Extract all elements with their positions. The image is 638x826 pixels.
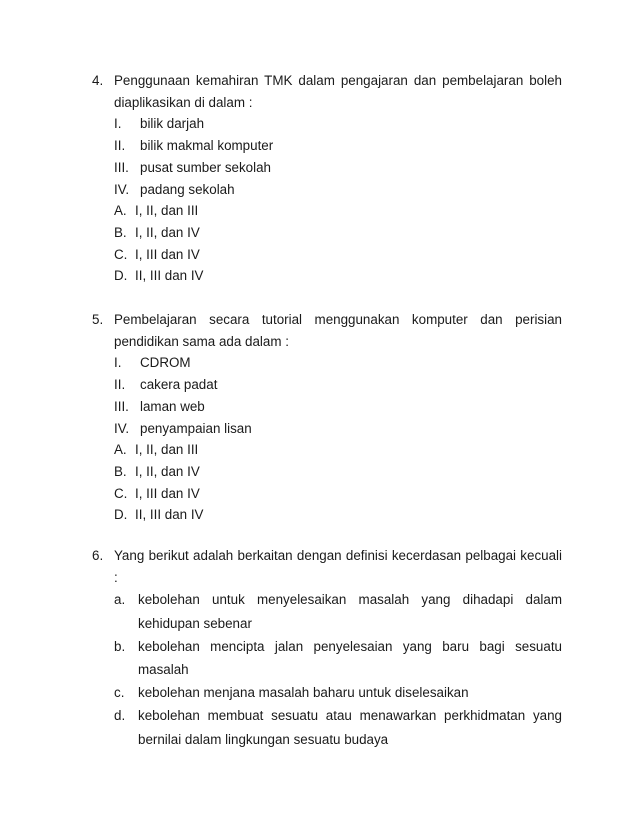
choice-text: I, II, dan III	[135, 203, 199, 219]
question-text: Pembelajaran secara tutorial menggunakan komputer dan perisian pendidikan sama ada dalam :	[114, 312, 562, 349]
statement-label: III.	[114, 159, 129, 175]
statement-item	[114, 157, 562, 179]
choice-item	[114, 704, 562, 750]
choice-text: kebolehan menjana masalah baharu untuk diselesaikan	[138, 685, 469, 701]
statement-label: I.	[114, 355, 122, 371]
choice-text: kebolehan membuat sesuatu atau menawarkan perkhidmatan yang bernilai dalam lingkungan sesuatu budaya	[138, 708, 562, 747]
statement-text: padang sekolah	[140, 181, 235, 197]
choice-label: d.	[114, 708, 126, 724]
statement-item	[114, 113, 562, 135]
statement-label: II.	[114, 377, 126, 393]
statement-item	[114, 418, 562, 440]
choice-item	[114, 439, 562, 461]
statement-label: IV.	[114, 181, 130, 197]
choice-item	[114, 635, 562, 681]
choice-text: I, II, dan IV	[135, 224, 200, 240]
choice-item	[114, 244, 562, 266]
choice-list	[114, 200, 562, 287]
question-4	[92, 70, 562, 287]
statement-text: laman web	[140, 398, 205, 414]
statement-text: cakera padat	[140, 377, 218, 393]
choice-label: a.	[114, 592, 126, 608]
choice-text: kebolehan mencipta jalan penyelesaian yang baru bagi sesuatu masalah	[138, 638, 562, 678]
statement-label: IV.	[114, 420, 130, 436]
choice-label: c.	[114, 685, 125, 701]
choice-text: II, III dan IV	[135, 268, 204, 284]
choice-label: D.	[114, 268, 128, 284]
statement-label: III.	[114, 398, 129, 414]
question-number: 4.	[92, 73, 104, 88]
statement-item	[114, 135, 562, 157]
choice-label: C.	[114, 246, 128, 262]
choice-item	[114, 483, 562, 505]
statement-item	[114, 374, 562, 396]
question-5	[92, 309, 562, 526]
choice-text: I, III dan IV	[135, 246, 200, 262]
question-stem	[92, 545, 562, 588]
choice-label: B.	[114, 463, 127, 479]
statement-item	[114, 396, 562, 418]
question-text: Yang berikut adalah berkaitan dengan definisi kecerdasan pelbagai kecuali :	[114, 548, 562, 585]
choice-label: A.	[114, 442, 127, 458]
statement-label: II.	[114, 138, 126, 154]
statement-text: penyampaian lisan	[140, 420, 252, 436]
choice-label: B.	[114, 224, 127, 240]
choice-label: b.	[114, 638, 126, 654]
question-number: 5.	[92, 312, 104, 327]
choice-label: A.	[114, 203, 127, 219]
choice-label: D.	[114, 507, 128, 523]
choice-text: II, III dan IV	[135, 507, 204, 523]
choice-text: I, II, dan IV	[135, 463, 200, 479]
choice-list	[114, 588, 562, 750]
statement-item	[114, 352, 562, 374]
statement-text: bilik darjah	[140, 116, 205, 132]
choice-text: I, III dan IV	[135, 485, 200, 501]
choice-item	[114, 222, 562, 244]
statement-item	[114, 179, 562, 201]
question-6	[92, 545, 562, 751]
choice-item	[114, 681, 562, 704]
choice-text: kebolehan untuk menyelesaikan masalah yang dihadapi dalam kehidupan sebenar	[138, 592, 562, 631]
choice-item	[114, 588, 562, 634]
question-stem	[92, 70, 562, 113]
statement-label: I.	[114, 116, 122, 132]
choice-text: I, II, dan III	[135, 442, 199, 458]
question-text: Penggunaan kemahiran TMK dalam pengajaran dan pembelajaran boleh diaplikasikan di dalam :	[114, 73, 562, 110]
statement-text: bilik makmal komputer	[140, 138, 274, 154]
statement-text: pusat sumber sekolah	[140, 159, 272, 175]
statement-text: CDROM	[140, 355, 191, 371]
statement-list	[114, 113, 562, 200]
choice-item	[114, 265, 562, 287]
choice-item	[114, 200, 562, 222]
statement-list	[114, 352, 562, 439]
choice-item	[114, 504, 562, 526]
question-number: 6.	[92, 548, 104, 563]
question-stem	[92, 309, 562, 352]
choice-list	[114, 439, 562, 526]
choice-label: C.	[114, 485, 128, 501]
choice-item	[114, 461, 562, 483]
